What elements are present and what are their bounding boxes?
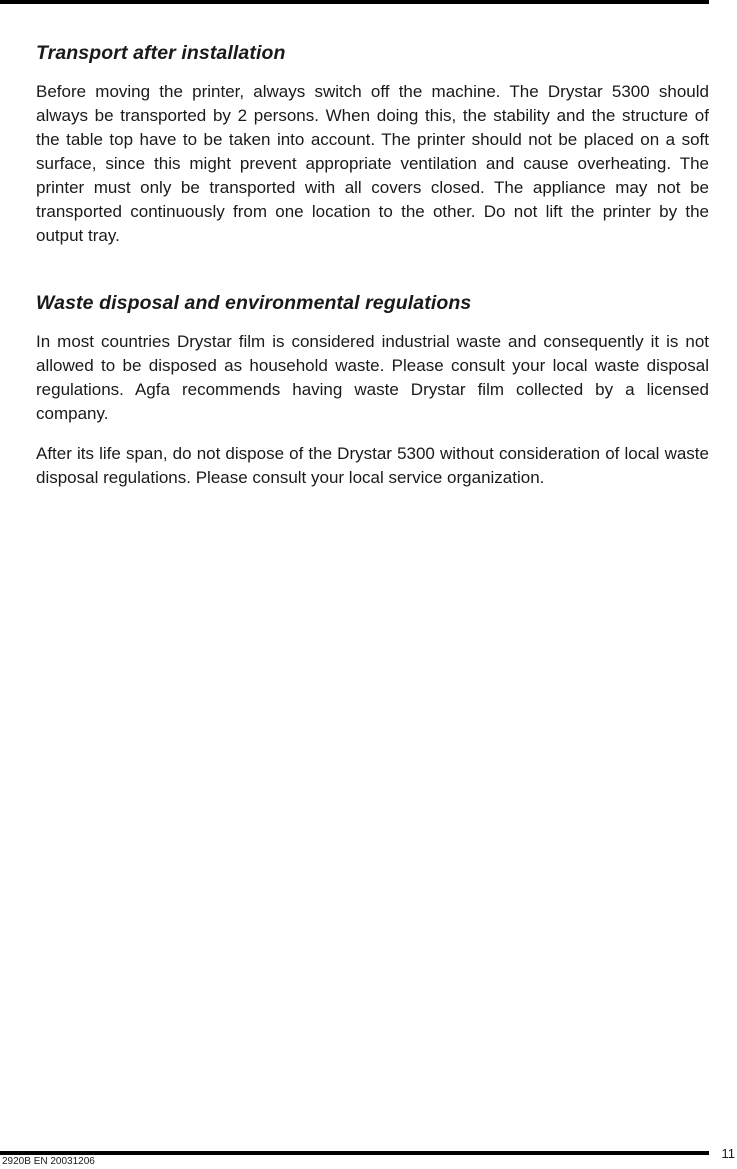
transport-section <box>36 38 709 248</box>
document-code: 2920B EN 20031206 <box>2 1156 95 1167</box>
header-rule <box>0 0 709 4</box>
footer-rule <box>0 1151 709 1155</box>
page-body <box>36 38 709 490</box>
waste-paragraph-2: After its life span, do not dispose of the Drystar 5300 without consideration of local waste disposal regulations. Please consult your local service organization. <box>36 444 709 487</box>
section-title-waste-disposal: Waste disposal and environmental regulations <box>36 292 472 314</box>
waste-paragraph-1: In most countries Drystar film is considered industrial waste and consequently it is not allowed to be disposed as household waste. Please consult your local waste disposal regulations. Agfa recommends having waste Drystar film collected by a licensed company. <box>36 332 709 423</box>
section-title-transport: Transport after installation <box>36 42 286 64</box>
transport-paragraph: Before moving the printer, always switch off the machine. The Drystar 5300 should always be transported by 2 persons. When doing this, the stability and the structure of the table top have to be taken into account. The printer should not be placed on a soft surface, since this might prevent appropriate ventilation and cause overheating. The printer must only be transported with all covers closed. The appliance may not be transported continuously from one location to the other. Do not lift the printer by the output tray. <box>36 82 709 245</box>
waste-disposal-section <box>36 288 709 490</box>
page-number: 11 <box>721 1146 735 1161</box>
